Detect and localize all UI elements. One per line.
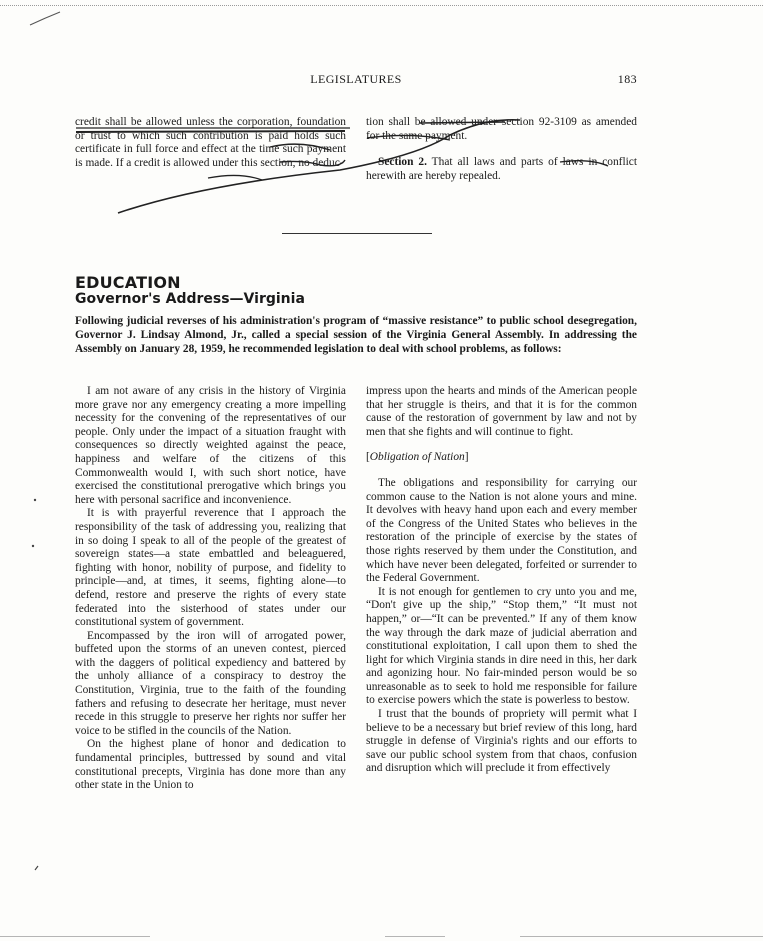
running-head: LEGISLATURES xyxy=(310,72,402,86)
scan-bottom-border xyxy=(0,936,150,937)
scan-speck xyxy=(35,866,38,870)
scan-speck xyxy=(32,545,34,547)
continued-text-right xyxy=(366,116,637,183)
article-title: Governor's Address—Virginia xyxy=(75,291,305,307)
section-heading: EDUCATION xyxy=(75,273,181,292)
scan-bottom-border xyxy=(385,936,445,937)
repeal-section xyxy=(366,156,637,183)
paragraph: The obligations and responsibility for carrying our common cause to the Nation is not alone yours and mine. It devolves with heavy hand upon each and every member of the Congress of the United States who believes in the restoration of the principle of exercise by the states of those rights reserved by them under the Constitution, and which have never been delegated, forfeited or surrender to the Federal Government. xyxy=(366,476,637,585)
bracket-open: [ xyxy=(366,451,370,464)
paragraph: It is not enough for gentlemen to cry unto you and me, “Don't give up the ship,” “Stop them,” “It must not happen,” or—“It can be prevented.” If any of them know the way through the dark maze of judicial aberration and constitutional exploitation, I call upon them to shed the light for which Virginia stands in dire need in this, her dark and agonizing hour. No fair-minded person would be so unreasonable as to seek to hold me responsible for failure to exercise powers which the state is powerless to bestow. xyxy=(366,585,637,707)
paragraph: I am not aware of any crisis in the history of Virginia more grave nor any emergency creating a more impelling necessity for the convening of the representatives of our people. Only under the impact of a situation fraught with consequences so directly weighted against the peace, happiness and welfare of the citizens of this Commonwealth would I, with such short notice, have exercised the constitutional prerogative which brings you here with personal sacrifice and inconvenience. xyxy=(75,385,346,506)
continued-paragraph-left: credit shall be allowed unless the corporation, foundation or trust to which such contribution is paid holds such certificate in full force and effect at the time such payment is made. If a credit is allowed under this section, no deduc- xyxy=(75,116,346,169)
body-column-right xyxy=(366,385,637,776)
paragraph: impress upon the hearts and minds of the American people that her struggle is theirs, and that it is for the common cause of the restoration of government by law and not by men that she fights and will continue to fight. xyxy=(366,385,637,438)
article-intro: Following judicial reverses of his administration's program of “massive resistance” to public school desegregation, Governor J. Lindsay Almond, Jr., called a special session of the Virginia General Assembly. In addressing the Assembly on January 28, 1959, he recommended legislation to deal with school problems, as follows: xyxy=(75,315,637,355)
subheading xyxy=(366,451,637,465)
scan-bottom-border xyxy=(520,936,763,937)
page-number: 183 xyxy=(617,72,637,86)
continued-text-left xyxy=(75,116,346,170)
body-column-left xyxy=(75,385,346,793)
scan-top-border xyxy=(0,5,763,6)
paragraph: On the highest plane of honor and dedication to fundamental principles, buttressed by sound and vital constitutional precepts, Virginia has done more than any other state in the Union to xyxy=(75,738,346,792)
section-label: Section 2. xyxy=(378,156,427,169)
section-divider xyxy=(282,233,432,234)
continued-paragraph-right: tion shall be allowed under section 92-3109 as amended for the same payment. xyxy=(366,116,637,142)
section-text: That all laws and parts of laws in conflict herewith are hereby repealed. xyxy=(366,156,638,182)
stray-pen-mark xyxy=(30,12,60,25)
paragraph: I trust that the bounds of propriety will permit what I believe to be a necessary but brief review of this long, hard struggle in defense of Virginia's rights and our efforts to save our public school system from that chaos, confusion and disruption which will preclude it from effectively xyxy=(366,708,637,775)
paragraph: It is with prayerful reverence that I approach the responsibility of the task of addressing you, realizing that in so doing I speak to all of the people of the greatest of sovereign states—a state embattled and beleaguered, fighting with honor, nobility of purpose, and fidelity to principle—and, at times, it seems, fighting alone—to defend, restore and preserve the rights of every state federated into the sisterhood of states under our constitutional system of government. xyxy=(75,507,346,629)
bracket-close: ] xyxy=(464,451,469,464)
page-header xyxy=(75,72,637,88)
scan-speck xyxy=(34,499,36,501)
paragraph: Encompassed by the iron will of arrogated power, buffeted upon the storms of an uneven contest, pierced with the daggers of political expediency and battered by the unholy alliance of a conspiracy to destroy the Constitution, Virginia, true to the faith of the founding fathers and refusing to desecrate her heritage, must never recede in this struggle to preserve her rights nor suffer her voice to be stifled in the councils of the Nation. xyxy=(75,629,346,737)
subheading-text: Obligation of Nation xyxy=(369,451,465,464)
pen-swoosh-mark xyxy=(208,175,262,180)
